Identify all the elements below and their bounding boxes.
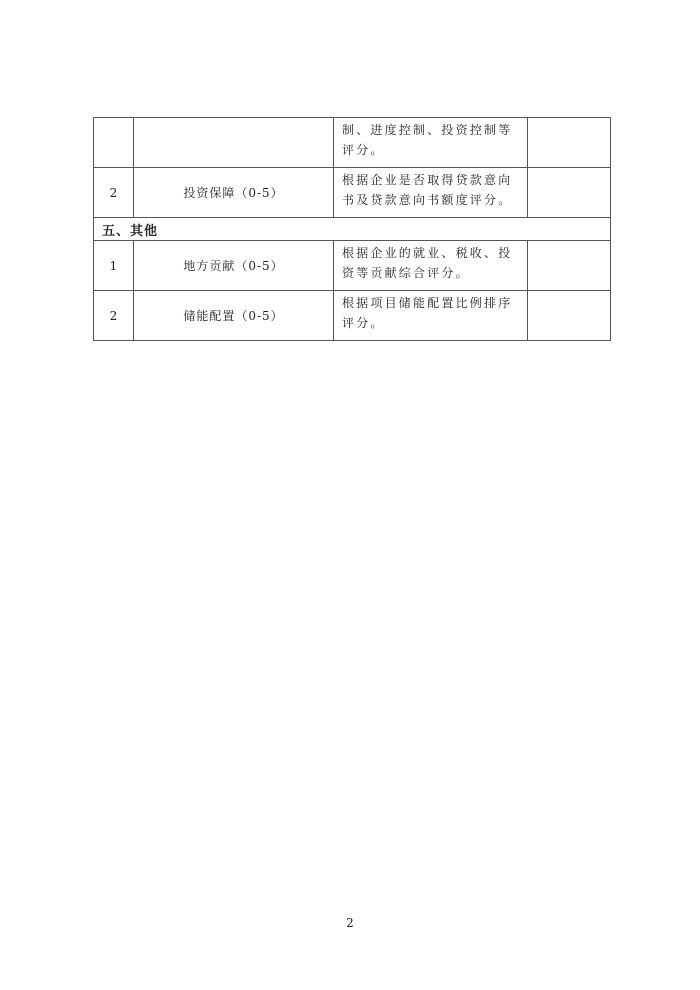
description-line: 资等贡献综合评分。 (342, 266, 470, 280)
row-item (134, 118, 334, 168)
row-item: 储能配置（0-5） (134, 291, 334, 341)
description-line: 根据企业是否取得贷款意向 (342, 173, 513, 187)
row-number: 1 (94, 241, 134, 291)
description-line: 制、进度控制、投资控制等 (342, 123, 513, 137)
page-number: 2 (346, 916, 354, 930)
scoring-table (93, 117, 611, 341)
table-row-contribution (94, 241, 611, 291)
row-score (528, 241, 611, 291)
section-title: 五、其他 (94, 218, 611, 241)
description-line: 书及贷款意向书额度评分。 (342, 193, 513, 207)
row-score (528, 168, 611, 218)
row-score (528, 118, 611, 168)
row-description (334, 168, 528, 218)
row-number: 2 (94, 168, 134, 218)
table-row-storage (94, 291, 611, 341)
description-line: 根据项目储能配置比例排序 (342, 296, 513, 310)
row-item: 投资保障（0-5） (134, 168, 334, 218)
description-line: 根据企业的就业、税收、投 (342, 246, 513, 260)
row-item: 地方贡献（0-5） (134, 241, 334, 291)
table-row-continued (94, 118, 611, 168)
row-number (94, 118, 134, 168)
row-score (528, 291, 611, 341)
row-description (334, 291, 528, 341)
row-description (334, 118, 528, 168)
description-line: 评分。 (342, 143, 385, 157)
description-line: 评分。 (342, 316, 385, 330)
row-description (334, 241, 528, 291)
table-row-investment (94, 168, 611, 218)
row-number: 2 (94, 291, 134, 341)
section-row-other (94, 218, 611, 241)
